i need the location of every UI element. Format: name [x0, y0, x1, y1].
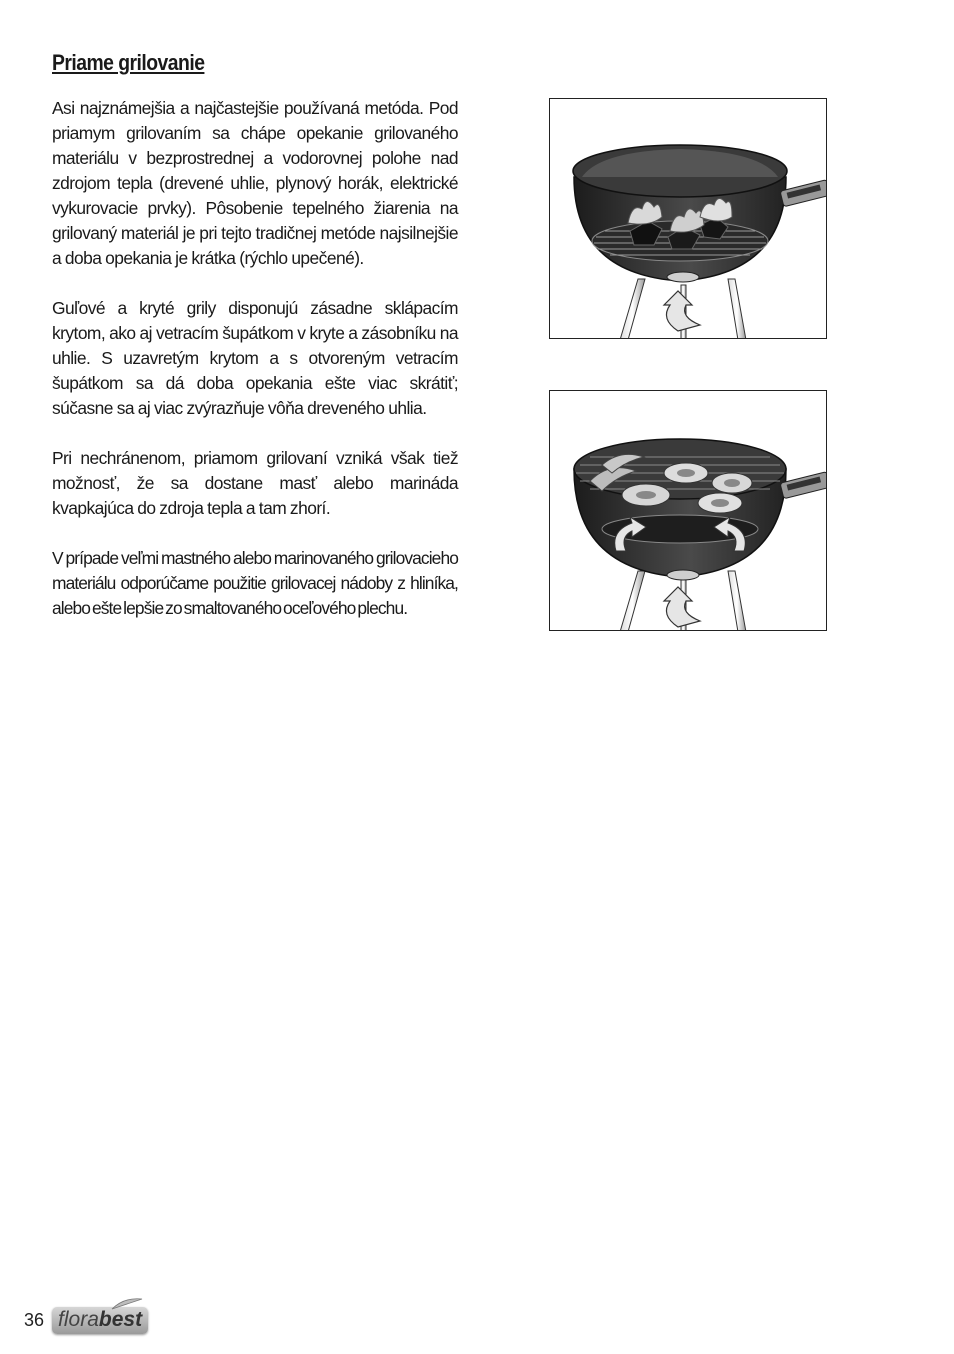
logo-flora: flora — [58, 1307, 99, 1331]
florabest-logo — [52, 1307, 148, 1334]
paragraph-intro: Asi najznámejšia a najčastejšie používaná metóda. Pod priamym grilovaním sa chápe opekanie grilovaného materiálu v bezprostrednej a vodorovnej polohe nad zdrojom tepla (drevené uhlie, plynový horák, elektrické vykurovacie prvky). Pôsobenie tepelného žiarenia na grilovaný materiál je pri tejto tradičnej metóde najsilnejšie a doba opekania je krátka (rýchlo upečené). — [52, 98, 458, 268]
paragraph-kettle-grills: Guľové a kryté grily disponujú zásadne sklápacím krytom, ako aj vetracím šupátkom v kryte a zásobníku na uhlie. S uzavretým krytom a s otvoreným vetracím šupátkom sa dá doba opekania ešte viac skrátiť; súčasne sa aj viac zvýrazňuje vôňa dreveného uhlia. — [52, 298, 458, 418]
page-footer — [24, 1300, 148, 1340]
paragraph-grill-tray: V prípade veľmi mastného alebo marinovaného grilovacieho materiálu odporúčame použitie grilovacej nádoby z hliníka, alebo ešte lepšie zo smaltovaného oceľového plechu. — [52, 548, 458, 618]
grill-steaks-illustration — [549, 390, 827, 631]
logo-best: best — [98, 1307, 143, 1331]
page-heading: Priame grilovanie — [52, 50, 205, 75]
page-number: 36 — [24, 1309, 45, 1330]
grill-charcoal-illustration — [549, 98, 827, 339]
body-text — [52, 96, 458, 646]
paragraph-fat-dripping: Pri nechránenom, priamom grilovaní vzniká však tiež možnosť, že sa dostane masť alebo marináda kvapkajúca do zdroja tepla a tam zhorí. — [52, 448, 458, 518]
leaf-icon — [110, 1297, 144, 1311]
